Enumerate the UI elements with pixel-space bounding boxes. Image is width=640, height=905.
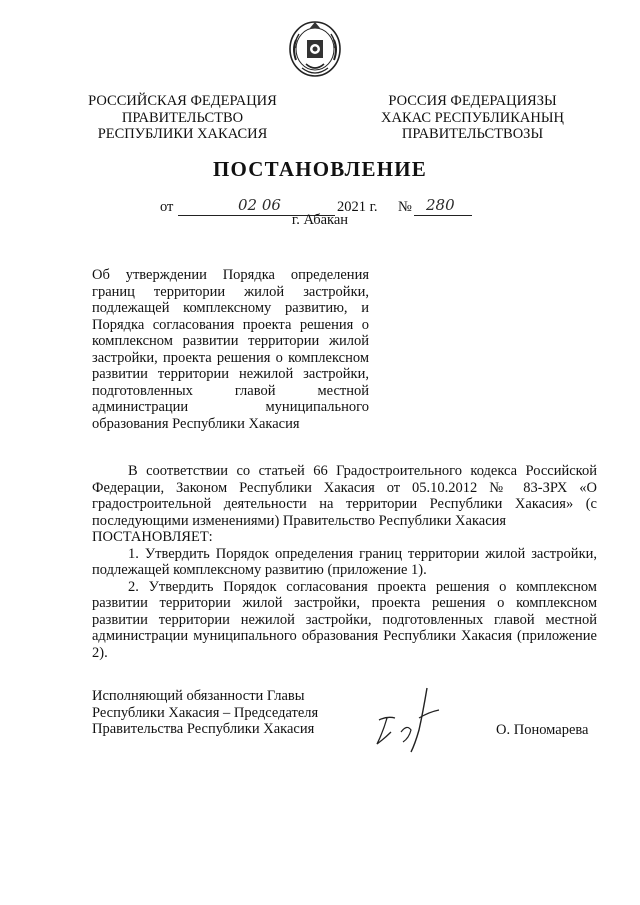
handwritten-number: 280 <box>426 196 455 214</box>
header-right-line-1: РОССИЯ ФЕДЕРАЦИЯЗЫ <box>388 93 557 109</box>
signatory-position <box>92 688 342 738</box>
document-subject: Об утверждении Порядка определения границ территории жилой застройки, подлежащей комплексному развитию, и Порядка согласования проекта решения о комплексном развитии территории жилой застройки, проекта решения о комплексном развитии территории нежилой застройки, подготовленных главой местной администрации муниципального образования Республики Хакасия <box>92 267 369 432</box>
signatory-position-line-2: Республики Хакасия – Председателя <box>92 704 319 721</box>
handwritten-signature <box>365 682 475 757</box>
document-title: ПОСТАНОВЛЕНИЕ <box>212 157 428 181</box>
header-right-block <box>345 93 600 143</box>
header-left-line-2: ПРАВИТЕЛЬСТВО <box>121 109 244 126</box>
signatory-position-line-1: Исполняющий обязанности Главы <box>92 688 305 704</box>
coat-of-arms-emblem <box>288 18 342 78</box>
handwritten-date: 02 06 <box>238 196 281 214</box>
header-right-line-2: ХАКАС РЕСПУБЛИКАНЫҢ <box>381 109 564 126</box>
signatory-position-line-3: Правительства Республики Хакасия <box>92 721 315 737</box>
date-from-label: от <box>160 199 174 215</box>
header-left-block <box>60 93 305 143</box>
header-left-line-3: РЕСПУБЛИКИ ХАКАСИЯ <box>97 126 268 142</box>
number-label: № <box>398 199 412 215</box>
item-2-paragraph: 2. Утвердить Порядок согласования проекта решения о комплексном развитии территории жилой застройки, проекта решения о комплексном развитии территории нежилой застройки, подготовленных главой местной администрации муниципального образования Республики Хакасия (приложение 2). <box>92 578 597 661</box>
item-1-paragraph: 1. Утвердить Порядок определения границ территории жилой застройки, подлежащей комплексному развитию (приложение 1). <box>92 545 597 578</box>
preamble-paragraph: В соответствии со статьей 66 Градостроительного кодекса Российской Федерации, Законом Республики Хакасия от 05.10.2012 № 83-ЗРХ «О градостроительной деятельности на территории Республики Хакасия» (с последующими изменениями) Правительство Республики Хакасия <box>92 463 597 529</box>
year-label: 2021 г. <box>337 199 378 215</box>
header-left-line-1: РОССИЙСКАЯ ФЕДЕРАЦИЯ <box>88 93 277 109</box>
document-body <box>92 463 597 661</box>
signatory-name: О. Пономарева <box>496 722 589 738</box>
header-right-line-3: ПРАВИТЕЛЬСТВОЗЫ <box>401 126 544 142</box>
decree-word: ПОСТАНОВЛЯЕТ: <box>92 529 213 545</box>
city-label: г. Абакан <box>291 212 349 228</box>
